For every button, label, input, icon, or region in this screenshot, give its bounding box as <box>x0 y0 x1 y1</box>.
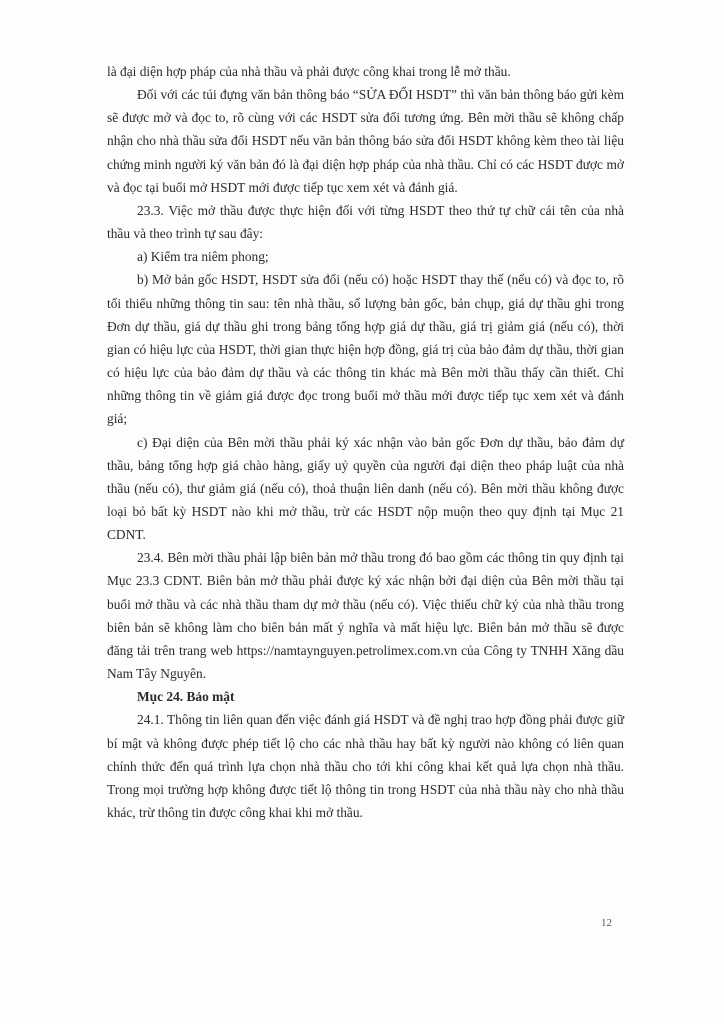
paragraph-23-4: 23.4. Bên mời thầu phải lập biên bản mở thầu trong đó bao gồm các thông tin quy định tại Mục 23.3 CDNT. Biên bản mở thầu phải được ký xác nhận bởi đại diện của Bên mời thầu tại buổi mở thầu và các nhà thầu tham dự mở thầu (nếu có). Việc thiếu chữ ký của nhà thầu trong biên bản sẽ không làm cho biên bản mất ý nghĩa và mất hiệu lực. Biên bản mở thầu sẽ được đăng tải trên trang web https://namtaynguyen.petrolimex.com.vn của Công ty TNHH Xăng dầu Nam Tây Nguyên. <box>107 550 624 682</box>
document-body <box>107 60 624 824</box>
paragraph-24-1: 24.1. Thông tin liên quan đến việc đánh giá HSDT và đề nghị trao hợp đồng phải được giữ bí mật và không được phép tiết lộ cho các nhà thầu hay bất kỳ người nào không có liên quan chính thức đến quá trình lựa chọn nhà thầu cho tới khi công khai kết quả lựa chọn nhà thầu. Trong mọi trường hợp không được tiết lộ thông tin trong HSDT của nhà thầu này cho nhà thầu khác, trừ thông tin được công khai khi mở thầu. <box>107 712 624 820</box>
paragraph-23-3-a: a) Kiểm tra niêm phong; <box>137 249 269 265</box>
paragraph-amendment-envelopes: Đối với các túi đựng văn bản thông báo “SỬA ĐỔI HSDT” thì văn bản thông báo gửi kèm sẽ được mở và đọc to, rõ cùng với các HSDT sửa đổi tương ứng. Bên mời thầu sẽ không chấp nhận cho nhà thầu sửa đổi HSDT nếu văn bản thông báo sửa đổi HSDT không kèm theo tài liệu chứng minh người ký văn bản đó là đại diện hợp pháp của nhà thầu. Chỉ có các HSDT được mở và đọc tại buổi mở HSDT mới được tiếp tục xem xét và đánh giá. <box>107 87 624 195</box>
paragraph-23-3-b: b) Mở bản gốc HSDT, HSDT sửa đổi (nếu có) hoặc HSDT thay thế (nếu có) và đọc to, rõ tối thiểu những thông tin sau: tên nhà thầu, số lượng bản gốc, bản chụp, giá dự thầu ghi trong Đơn dự thầu, giá dự thầu ghi trong bảng tổng hợp giá dự thầu, giá trị giảm giá (nếu có), thời gian có hiệu lực của HSDT, thời gian thực hiện hợp đồng, giá trị của bảo đảm dự thầu, thời gian có hiệu lực của bảo đảm dự thầu và các thông tin khác mà Bên mời thầu thấy cần thiết. Chỉ những thông tin về giảm giá được đọc trong buổi mở thầu mới được tiếp tục xem xét và đánh giá; <box>107 272 624 427</box>
paragraph-23-3: 23.3. Việc mở thầu được thực hiện đối với từng HSDT theo thứ tự chữ cái tên của nhà thầu và theo trình tự sau đây: <box>107 202 624 242</box>
section-heading-muc-24: Mục 24. Bảo mật <box>137 689 235 705</box>
paragraph-23-3-c: c) Đại diện của Bên mời thầu phải ký xác nhận vào bản gốc Đơn dự thầu, bảo đảm dự thầu, bảng tổng hợp giá chào hàng, giấy uỷ quyền của người đại diện theo pháp luật của nhà thầu (nếu có), thư giảm giá (nếu có), thoả thuận liên danh (nếu có). Bên mời thầu không được loại bỏ bất kỳ HSDT nào khi mở thầu, trừ các HSDT nộp muộn theo quy định tại Mục 21 CDNT. <box>107 434 624 543</box>
page-number: 12 <box>601 917 612 929</box>
paragraph-continuation: là đại diện hợp pháp của nhà thầu và phải được công khai trong lễ mở thầu. <box>107 64 511 79</box>
